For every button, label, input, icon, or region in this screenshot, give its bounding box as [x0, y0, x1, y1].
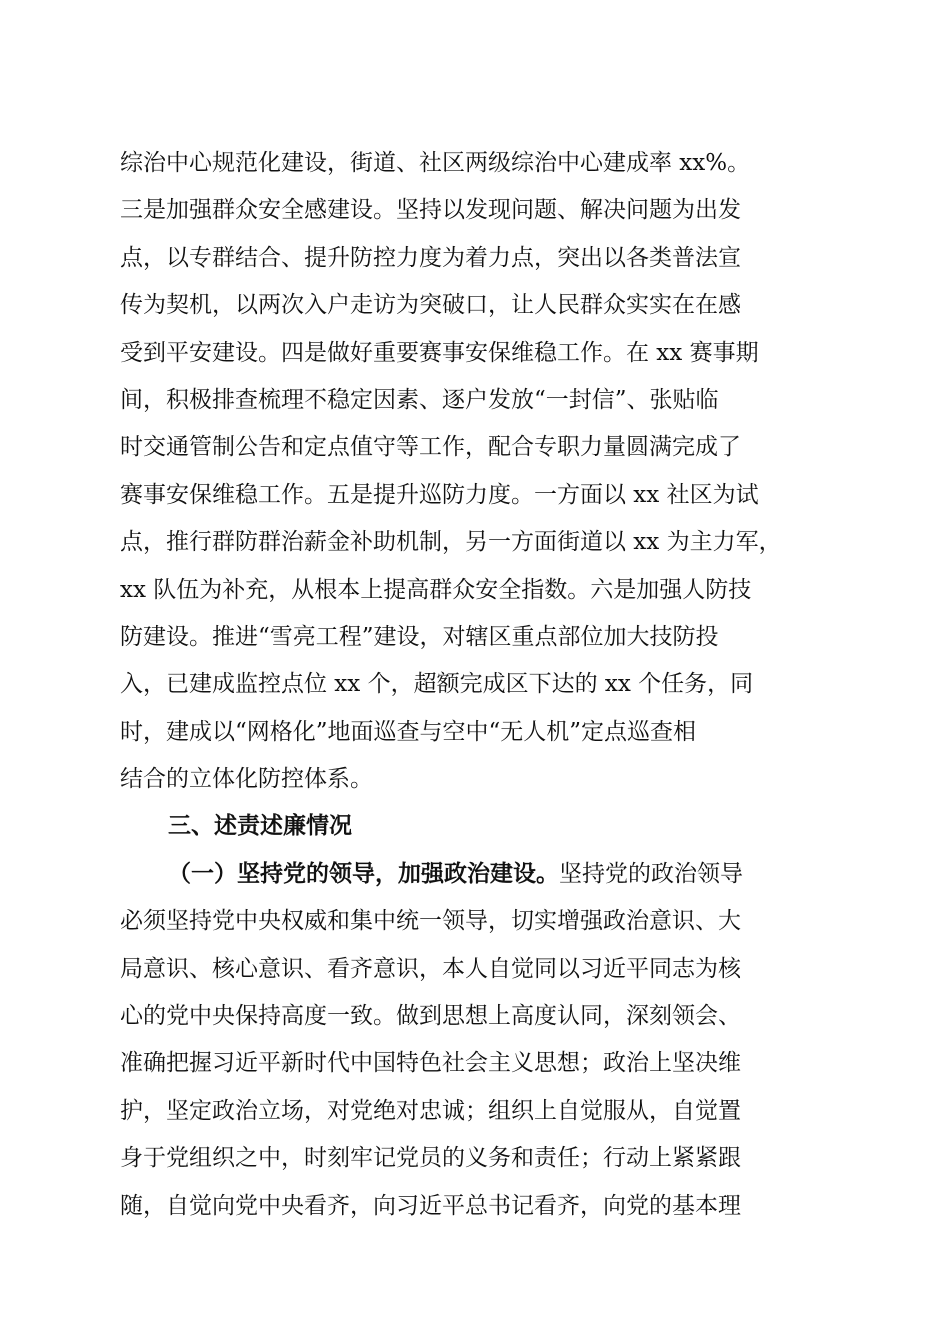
text-line: 时交通管制公告和定点值守等工作，配合专职力量圆满完成了 [120, 434, 741, 461]
body-text [120, 140, 832, 1230]
text-line: 心的党中央保持高度一致。做到思想上高度认同，深刻领会、 [120, 1003, 741, 1030]
text-line: 局意识、核心意识、看齐意识，本人自觉同以习近平同志为核 [120, 955, 741, 982]
text-line: 综治中心规范化建设，街道、社区两级综治中心建成率 xx%。 [120, 150, 751, 176]
text-line: 赛事安保维稳工作。五是提升巡防力度。一方面以 xx 社区为试 [120, 481, 759, 508]
text-line: 间，积极排查梳理不稳定因素、逐户发放“一封信”、张贴临 [120, 386, 719, 413]
text-line: 必须坚持党中央权威和集中统一领导，切实增强政治意识、大 [120, 908, 741, 935]
text-line: 随，自觉向党中央看齐，向习近平总书记看齐，向党的基本理 [120, 1192, 741, 1219]
text-line: xx 队伍为补充，从根本上提高群众安全指数。六是加强人防技 [120, 576, 752, 603]
text-line: 防建设。推进“雪亮工程”建设，对辖区重点部位加大技防投 [120, 623, 719, 650]
text-line: 时，建成以“网格化”地面巡查与空中“无人机”定点巡查相 [120, 718, 697, 745]
text-line: 点，以专群结合、提升防控力度为着力点，突出以各类普法宣 [120, 244, 741, 271]
text-line: 点，推行群防群治薪金补助机制，另一方面街道以 xx 为主力军， [120, 529, 782, 556]
text-line: 结合的立体化防控体系。 [120, 766, 373, 793]
text-line: 身于党组织之中，时刻牢记党员的义务和责任；行动上紧紧跟 [120, 1145, 741, 1172]
text-line: 准确把握习近平新时代中国特色社会主义思想；政治上坚决维 [120, 1050, 741, 1077]
text-line: 受到平安建设。四是做好重要赛事安保维稳工作。在 xx 赛事期 [120, 339, 759, 366]
text-line: 护，坚定政治立场，对党绝对忠诚；组织上自觉服从，自觉置 [120, 1097, 741, 1124]
subsection-lead: （一）坚持党的领导，加强政治建设。 [168, 860, 559, 887]
section-heading: 三、述责述廉情况 [168, 813, 352, 840]
text-line: 三是加强群众安全感建设。坚持以发现问题、解决问题为出发 [120, 197, 741, 224]
subsection-first-line-rest: 坚持党的政治领导 [559, 860, 743, 887]
text-line: 传为契机，以两次入户走访为突破口，让人民群众实实在在感 [120, 292, 741, 319]
text-line: 入，已建成监控点位 xx 个，超额完成区下达的 xx 个任务，同 [120, 671, 754, 698]
subsection-first-line [120, 851, 832, 898]
